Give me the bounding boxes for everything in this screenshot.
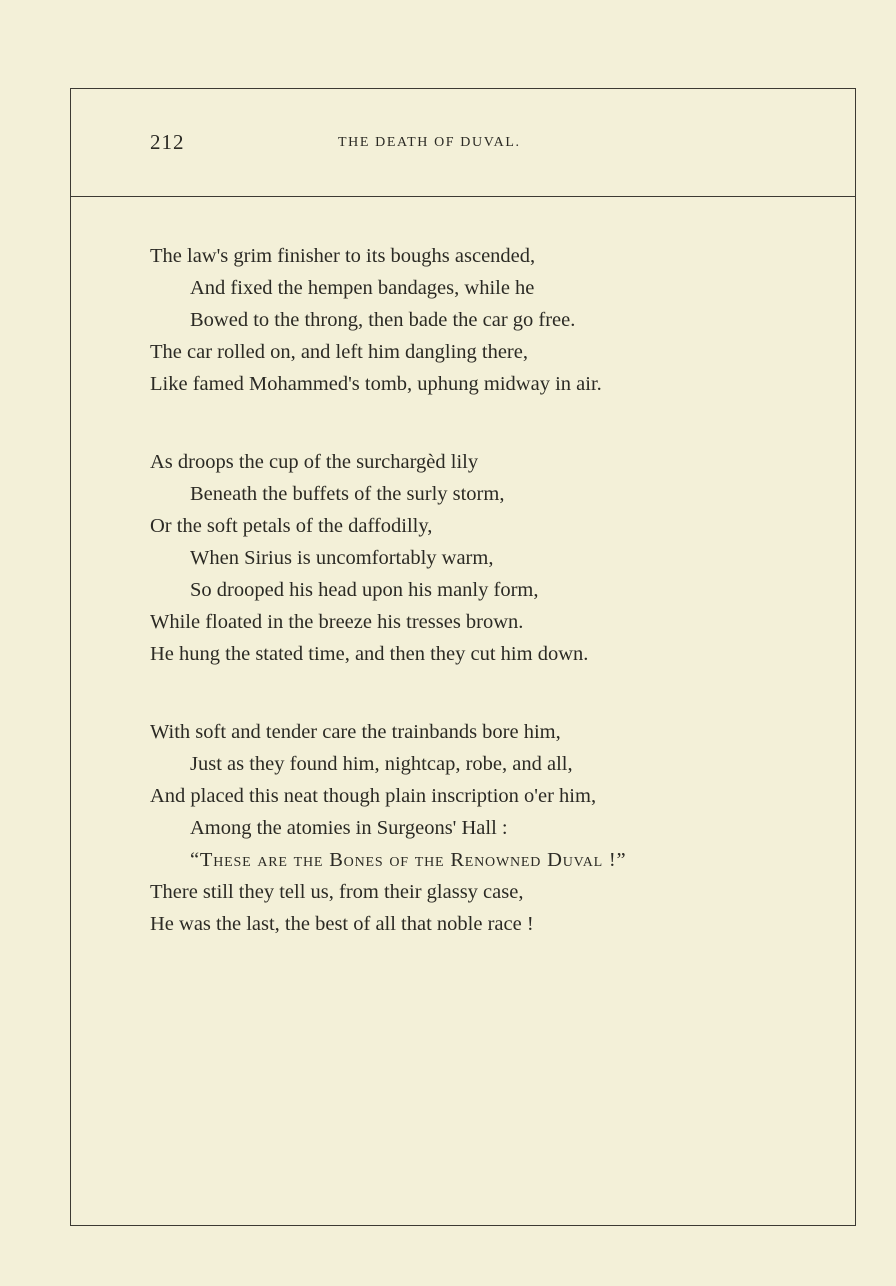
- poem-body: [150, 240, 850, 986]
- running-title: THE DEATH OF DUVAL.: [338, 135, 521, 150]
- poem-line: The car rolled on, and left him dangling there,: [150, 341, 528, 363]
- poem-line: Among the atomies in Surgeons' Hall :: [190, 817, 508, 839]
- poem-line: Beneath the buffets of the surly storm,: [190, 483, 505, 505]
- poem-line: Just as they found him, nightcap, robe, and all,: [190, 753, 573, 775]
- poem-line: Or the soft petals of the daffodilly,: [150, 515, 433, 537]
- stanza-1: [150, 240, 850, 400]
- poem-line: The law's grim finisher to its boughs ascended,: [150, 245, 536, 267]
- poem-line: Bowed to the throng, then bade the car go free.: [190, 309, 576, 331]
- poem-line: There still they tell us, from their glassy case,: [150, 881, 524, 903]
- stanza-2: [150, 446, 850, 670]
- poem-line: He was the last, the best of all that noble race !: [150, 913, 534, 935]
- header-rule: [70, 196, 856, 197]
- poem-line: Like famed Mohammed's tomb, uphung midway in air.: [150, 373, 602, 395]
- inscription-line: “These are the Bones of the Renowned Duval !”: [190, 849, 627, 871]
- poem-line: So drooped his head upon his manly form,: [190, 579, 539, 601]
- poem-line: As droops the cup of the surchargèd lily: [150, 451, 479, 473]
- poem-line: While floated in the breeze his tresses brown.: [150, 611, 524, 633]
- poem-line: With soft and tender care the trainbands bore him,: [150, 721, 561, 743]
- poem-line: And fixed the hempen bandages, while he: [190, 277, 535, 299]
- stanza-3: [150, 716, 850, 940]
- poem-line: And placed this neat though plain inscription o'er him,: [150, 785, 597, 807]
- page-number: 212: [150, 130, 185, 154]
- poem-line: He hung the stated time, and then they cut him down.: [150, 643, 589, 665]
- poem-line: When Sirius is uncomfortably warm,: [190, 547, 494, 569]
